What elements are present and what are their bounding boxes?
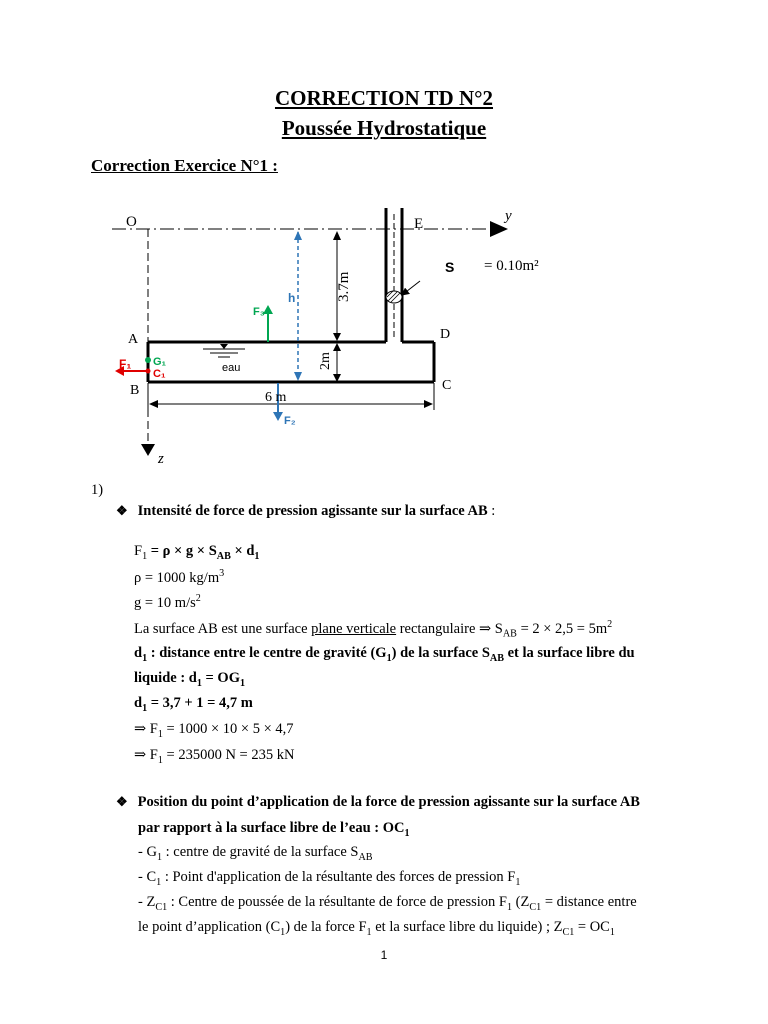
g1-point [145,357,151,363]
label-eau: eau [222,362,241,374]
g-value: g = 10 $m/s^2$ [134,593,201,611]
c1-point [146,369,151,374]
label-6m: 6 m [265,390,287,405]
label-A: A [128,332,139,347]
g1-definition: - $G_1$ : centre de gravité de la surface $S_{AB}$ [138,844,373,863]
label-z: z [158,451,164,467]
z-axis-arrow [141,444,155,456]
surface-ab-line: La surface AB est une surface plane verticale rectangulaire ⇒ $S_{AB} = 2 \times 2,5 = 5m^2$ [134,619,613,640]
label-D: D [440,327,451,342]
label-h: h [288,291,296,305]
label-F1: F₁ [119,357,132,371]
label-B: B [130,383,140,398]
label-O: O [126,214,137,230]
diamond-bullet-icon: ❖ [116,503,128,518]
document-subtitle: Poussée Hydrostatique [281,116,487,140]
hydrostatic-figure [0,0,768,480]
bullet-1 [116,503,495,520]
section-heading: Correction Exercice N°1 : [91,156,278,175]
formula-f1: $F_1 = \rho \times g \times S_{AB} \times d_1$ [134,543,260,562]
bullet-2-line2: par rapport à la surface libre de l’eau : $OC_1$ [138,820,410,839]
label-S-value: = 0.10m² [484,258,539,274]
page-number: 1 [380,948,388,962]
d1-definition-line1: $d_1$ : distance entre le centre de gravité $(G_1)$ de la surface $S_{AB}$ et la surface libre du [134,645,635,664]
label-G1: G₁ [153,356,167,368]
label-3-7m: 3.7m [336,271,352,302]
bullet-1-colon: : [487,503,496,519]
d1-definition-line2: liquide : $d_1 = OG_1$ [134,670,246,689]
section-s-pointer [402,281,420,295]
diamond-bullet-icon: ❖ [116,794,128,809]
label-2m: 2m [318,352,333,370]
document-title: CORRECTION TD N°2 [274,86,494,110]
bullet-2-line1: ❖ Position du point d’application de la force de pression agissante sur la surface AB [116,794,640,810]
zc1-definition-line1: - $Z_{C1}$ : Centre de poussée de la résultante de force de pression $F_1$ ($Z_{C1}$ = distance entre [138,894,637,913]
bullet-1-title: Intensité de force de pression agissante sur la surface AB [137,503,488,519]
f1-result: ⇒ $F_1 = 235000$ N = 235 kN [134,747,295,766]
rho-value: ρ = 1000 $kg/m^3$ [134,568,225,586]
label-C1: C₁ [153,368,166,380]
label-F3: F₃ [253,306,265,318]
zc1-definition-line2: le point d’application $(C_1)$ de la force $F_1$ et la surface libre du liquide) ; $Z_{C1} = OC_1$ [138,919,615,938]
label-y: y [505,208,512,224]
d1-value: $d_1 = 3,7 + 1 = 4,7$ m [134,695,253,714]
section-s-ellipse [386,291,402,303]
question-number: 1) [91,482,104,498]
label-E: E [414,216,424,232]
label-C: C [442,378,452,393]
label-F2: F₂ [284,415,296,427]
f1-calculation: ⇒ $F_1 = 1000 \times 10 \times 5 \times 4,7$ [134,721,294,740]
label-S: S [445,259,455,275]
c1-definition: - $C_1$ : Point d'application de la résultante des forces de pression $F_1$ [138,869,521,888]
